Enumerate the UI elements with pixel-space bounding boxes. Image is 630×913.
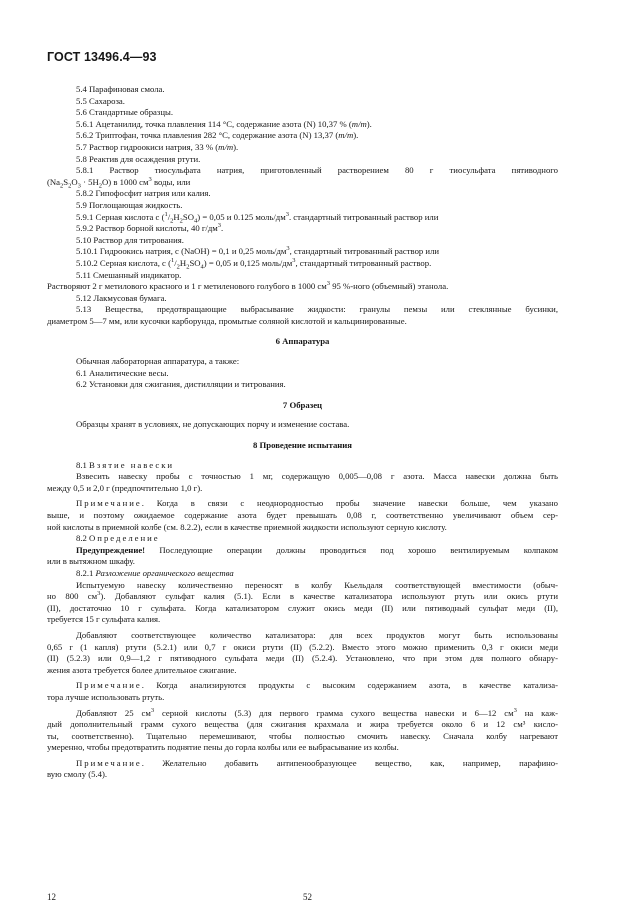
- item-5-8: 5.8 Реактив для осаждения ртути.: [76, 153, 201, 164]
- item-5-8-1-line2: $(Na_2S_2O_3 \cdot 5H_2O)$ в 1000 $см^3$ воды, или: [47, 175, 191, 190]
- weighing-line2: между 0,5 и 2,0 г (предпочтительно 1,0 г).: [47, 482, 203, 493]
- acid-line4: умеренно, чтобы предотвратить поднятие пены до горла колбы или ее выбрасывание из колбы.: [47, 742, 399, 753]
- item-5-4: 5.4 Парафиновая смола.: [76, 84, 165, 94]
- item-8-2-1: 8.2.1 Разложение органического вещества: [76, 567, 234, 578]
- catalyst-line3: (II) (5.2.3) или 0,9—1,2 г пятиводного сульфата меди (II) (5.2.4). Установлено, что при этом для полного обнару-: [47, 653, 558, 664]
- item-5-9-1: 5.9.1 Серная кислота с $(^1/_2H_2SO_4) = 0,05$ и 0.125 моль/$дм^3$. стандартный титрованный раствор или: [76, 210, 439, 225]
- item-5-12: 5.12 Лакмусовая бумага.: [76, 292, 167, 303]
- item-5-6: 5.6 Стандартные образцы.: [76, 107, 173, 118]
- indicator-paragraph: Растворяют 2 г метилового красного и 1 г метиленового голубого в 1000 $см^3$ 95 %-ного (объемный) этанола.: [47, 280, 449, 292]
- item-5-10-2: 5.10.2 Серная кислота, с $(^1/_2H_2SO_4) = 0,05$ и 0,125 моль/$дм^3$, стандартный титрованный раствор.: [76, 257, 432, 271]
- acid-line1: Добавляют 25 $см^3$ серной кислоты (5.3) для первого грамма сухого вещества навески и 6—12 $см^3$ на каж-: [76, 706, 558, 718]
- item-5-6-1: 5.6.1 Ацетанилид, точка плавления 114 °С, содержание азота (N) 10,37 % (m/m).: [76, 118, 372, 129]
- item-5-10-1: 5.10.1 Гидроокись натрия, с (NaOH) = 0,1 и 0,25 моль/$дм^3$, стандартный титрованный раствор или: [76, 245, 440, 257]
- document-body: [47, 84, 558, 781]
- section-8-heading: 8 Проведение испытания: [252, 440, 353, 451]
- catalyst-line1: Добавляют соответствующее количество катализатора: для всех продуктов могут быть использованы: [76, 629, 558, 640]
- digestion-line1: Испытуемую навеску количественно переносят в колбу Кьельдаля соответствующей вместимости (обыч-: [76, 579, 558, 590]
- apparatus-intro: Обычная лабораторная аппаратура, а также:: [76, 356, 240, 367]
- item-5-8-1-line1: 5.8.1 Раствор тиосульфата натрия, приготовленный растворением 80 г тиосульфата пятиводного: [76, 165, 558, 176]
- item-5-13-line1: 5.13 Вещества, предотвращающие выбрасывание жидкости: гранулы пемзы или стеклянные бусинки,: [76, 304, 558, 315]
- catalyst-line4: жения азота требуется более длительное сжигание.: [47, 664, 237, 675]
- section-6-heading: 6 Аппаратура: [275, 336, 330, 347]
- page-number-left: 12: [47, 892, 56, 902]
- item-5-5: 5.5 Сахароза.: [76, 95, 125, 106]
- item-5-13-line2: диаметром 5—7 мм, или кусочки карборунда, промытые соляной кислотой и кальцинированные.: [47, 315, 407, 326]
- item-5-7: 5.7 Раствор гидроокиси натрия, 33 % (m/m).: [76, 141, 239, 152]
- item-8-1: 8.1 Взятие навески: [76, 459, 175, 470]
- note-1-line1: Примечание. Когда в связи с неоднородностью пробы значение навески больше, чем указано: [76, 498, 558, 509]
- acid-line2: дый дополнительный грамм сухого вещества (для сжигания крахмала и жира требуется около 6 и 12 см³ кисло-: [47, 719, 558, 730]
- section-7-heading: 7 Образец: [282, 399, 323, 410]
- warning-line2: или в вытяжном шкафу.: [47, 556, 135, 567]
- item-5-9: 5.9 Поглощающая жидкость.: [76, 199, 183, 210]
- note-2-line2: тора лучше использовать ртуть.: [47, 691, 165, 702]
- item-6-2: 6.2 Установки для сжигания, дистилляции и титрования.: [76, 379, 286, 390]
- item-8-2: 8.2 Определение: [76, 533, 160, 544]
- page-number-center: 52: [303, 892, 312, 902]
- item-6-1: 6.1 Аналитические весы.: [76, 367, 169, 378]
- item-5-9-2: 5.9.2 Раствор борной кислоты, 40 $г/дм^3$.: [76, 222, 224, 234]
- weighing-line1: Взвесить навеску пробы с точностью 1 мг, содержащую 0,005—0,08 г азота. Масса навески должна быть: [76, 471, 558, 482]
- warning-line1: Предупреждение! Последующие операции должны проводиться под хорошо вентилируемым колпаком: [76, 544, 558, 555]
- catalyst-line2: 0,65 г (1 капля) ртути (5.2.1) или 0,7 г окиси ртути (II) (5.2.2). Вместо этого можно применить 0,3 г окиси меди: [47, 641, 558, 652]
- digestion-line3: (II), достаточно 10 г сульфата. Когда катализатором служит окись меди (II) или пятиводный сульфат меди (II),: [47, 602, 558, 613]
- note-1-line3: ной кислоты в приемной колбе (см. 8.2.2), если в качестве приемной жидкости используют серную кислоту.: [47, 521, 447, 532]
- sample-paragraph: Образцы хранят в условиях, не допускающих порчу и изменение состава.: [76, 419, 350, 430]
- item-5-8-2: 5.8.2 Гипофосфит натрия или калия.: [76, 188, 211, 199]
- item-5-6-2: 5.6.2 Триптофан, точка плавления 282 °С, содержание азота (N) 13,37 (m/m).: [76, 130, 359, 141]
- note-3-line1: Примечание. Желательно добавить антипенообразующее вещество, как, например, парафино-: [76, 757, 558, 768]
- item-5-11: 5.11 Смешанный индикатор.: [76, 269, 182, 280]
- digestion-line4: требуется 15 г сульфата калия.: [47, 614, 161, 625]
- note-3-line2: вую смолу (5.4).: [47, 769, 108, 780]
- document-header: ГОСТ 13496.4—93: [47, 50, 157, 64]
- acid-line3: ты, соответственно). Тщательно перемешивают, чтобы полностью смочить навеску. Сначала колбу нагревают: [47, 730, 558, 741]
- digestion-line2: но 800 $см^3$). Добавляют сульфат калия (5.1). Если в качестве катализатора используют ртуть или окись ртути: [47, 590, 558, 602]
- note-1-line2: выше, и поэтому ожидаемое содержание азота будет превышать 0,08 г, соответственно увеличивают объем сер-: [47, 510, 558, 520]
- item-5-10: 5.10 Раствор для титрования.: [76, 234, 184, 245]
- note-2-line1: Примечание. Когда анализируются продукты с высоким содержанием азота, в качестве катализа-: [76, 680, 558, 691]
